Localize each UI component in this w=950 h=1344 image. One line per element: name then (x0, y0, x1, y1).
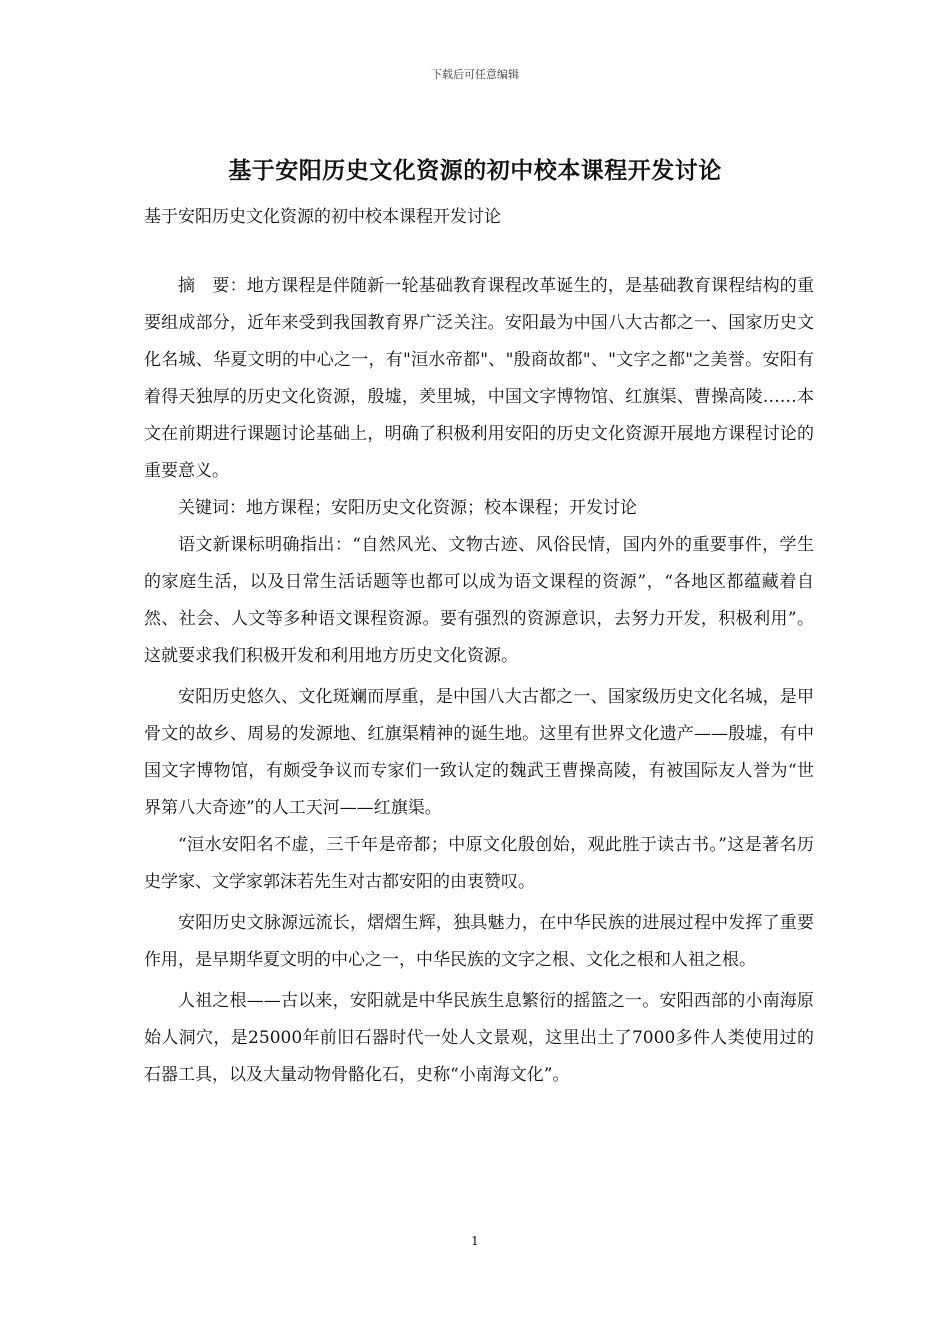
body-paragraph: 安阳历史文脉源远流长，熠熠生辉，独具魅力，在中华民族的进展过程中发挥了重要作用，是早期华夏文明的中心之一，中华民族的文字之根、文化之根和人祖之根。 (144, 913, 814, 970)
body-paragraph: 安阳历史悠久、文化斑斓而厚重，是中国八大古都之一、国家级历史文化名城，是甲骨文的故乡、周易的发源地、红旗渠精神的诞生地。这里有世界文化遗产——殷墟，有中国文字博物馆，有颇受争议而专家们一致认定的魏武王曹操高陵，有被国际友人誉为“世界第八大奇迹”的人工天河——红旗渠。 (144, 687, 814, 818)
page-header-note: 下载后可任意编辑 (431, 68, 519, 81)
document-body (144, 268, 814, 1094)
keywords-paragraph: 关键词：地方课程；安阳历史文化资源；校本课程；开发讨论 (178, 498, 637, 518)
page-number: 1 (471, 1234, 479, 1248)
body-paragraph: 语文新课标明确指出：“自然风光、文物古迹、风俗民情，国内外的重要事件，学生的家庭生活，以及日常生活话题等也都可以成为语文课程的资源”，“各地区都蕴藏着自然、社会、人文等多种语文课程资源。要有强烈的资源意识，去努力开发，积极利用”。这就要求我们积极开发和利用地方历史文化资源。 (144, 535, 814, 666)
document-subtitle: 基于安阳历史文化资源的初中校本课程开发讨论 (144, 207, 501, 227)
quote-paragraph: “洹水安阳名不虚，三千年是帝都；中原文化殷创始，观此胜于读古书。”这是著名历史学家、文学家郭沫若先生对古都安阳的由衷赞叹。 (144, 835, 814, 892)
abstract-paragraph: 摘 要：地方课程是伴随新一轮基础教育课程改革诞生的，是基础教育课程结构的重要组成部分，近年来受到我国教育界广泛关注。安阳最为中国八大古都之一、国家历史文化名城、华夏文明的中心之一，有"洹水帝都"、"殷商故都"、"文字之都"之美誉。安阳有着得天独厚的历史文化资源，殷墟，羑里城，中国文字博物馆、红旗渠、曹操高陵……本文在前期进行课题讨论基础上，明确了积极利用安阳的历史文化资源开展地方课程讨论的重要意义。 (144, 276, 814, 481)
document-title: 基于安阳历史文化资源的初中校本课程开发讨论 (228, 157, 722, 184)
body-paragraph: 人祖之根——古以来，安阳就是中华民族生息繁衍的摇篮之一。安阳西部的小南海原始人洞穴，是25000年前旧石器时代一处人文景观，这里出土了7000多件人类使用过的石器工具，以及大量动物骨骼化石，史称“小南海文化”。 (144, 991, 814, 1085)
